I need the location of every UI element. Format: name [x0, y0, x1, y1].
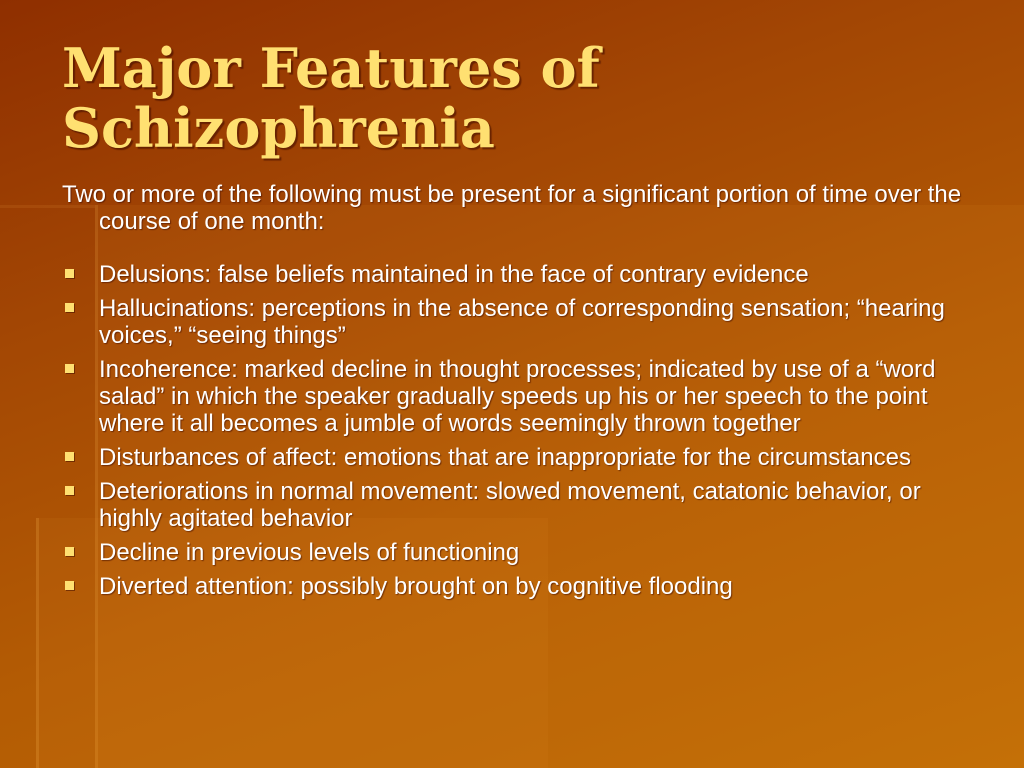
- decorative-line: [36, 518, 39, 768]
- square-bullet-icon: [65, 269, 74, 278]
- title-line-2: Schizophrenia: [62, 96, 495, 160]
- slide-body: [62, 181, 972, 607]
- bullet-text: Incoherence: marked decline in thought processes; indicated by use of a “word salad” in which the speaker gradually speeds up his or her speech to the point where it all becomes a jumble of words seemingly thrown together: [99, 356, 936, 437]
- square-bullet-icon: [65, 486, 74, 495]
- bullet-item: [62, 478, 972, 532]
- bullet-text: Hallucinations: perceptions in the absence of corresponding sensation; “hearing voices,” “seeing things”: [99, 295, 945, 349]
- bullet-item: [62, 261, 972, 288]
- intro-text: Two or more of the following must be present for a significant portion of time over the course of one month:: [62, 181, 962, 235]
- bullet-item: [62, 444, 972, 471]
- slide-title: [62, 38, 962, 158]
- bullet-text: Deteriorations in normal movement: slowed movement, catatonic behavior, or highly agitated behavior: [99, 478, 921, 532]
- bullet-item: [62, 295, 972, 349]
- square-bullet-icon: [65, 452, 74, 461]
- square-bullet-icon: [65, 364, 74, 373]
- bullet-text: Disturbances of affect: emotions that are inappropriate for the circumstances: [99, 444, 911, 471]
- square-bullet-icon: [65, 581, 74, 590]
- square-bullet-icon: [65, 303, 74, 312]
- bullet-item: [62, 539, 972, 566]
- square-bullet-icon: [65, 547, 74, 556]
- bullet-item: [62, 573, 972, 600]
- bullet-text: Delusions: false beliefs maintained in the face of contrary evidence: [99, 261, 809, 288]
- title-line-1: Major Features of: [62, 36, 600, 100]
- bullet-text: Diverted attention: possibly brought on by cognitive flooding: [99, 573, 733, 600]
- bullet-text: Decline in previous levels of functioning: [99, 539, 520, 566]
- bullet-list: [62, 261, 972, 600]
- bullet-item: [62, 356, 972, 437]
